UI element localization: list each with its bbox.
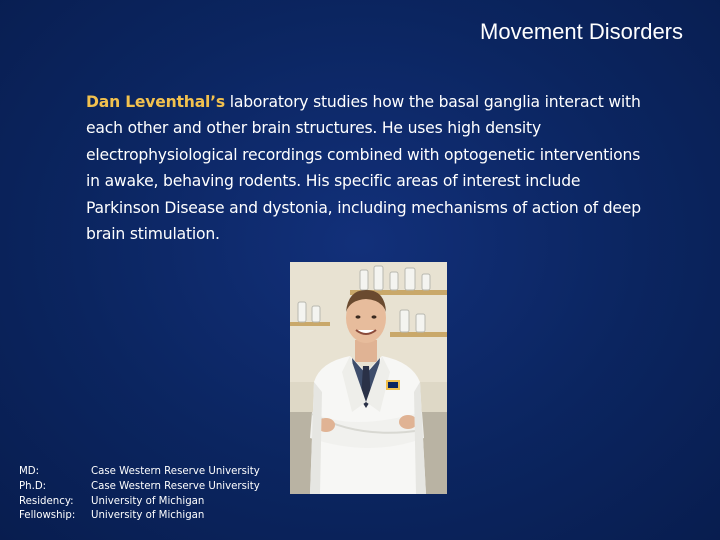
education-value: Case Western Reserve University	[91, 466, 260, 477]
bio-text: laboratory studies how the basal ganglia interact with each other and other brain structures. He uses high density electrophysiological recordings combined with optogenetic interventions in awake, behaving rodents. His specific areas of interest include Parkinson Disease and dystonia, including mechanisms of action of deep brain stimulation.	[86, 93, 641, 244]
education-list	[19, 465, 260, 524]
education-label: Ph.D:	[19, 480, 47, 492]
researcher-photo-illustration	[290, 262, 447, 494]
researcher-name: Dan Leventhal’s	[86, 93, 225, 111]
education-label: Residency:	[19, 495, 74, 507]
researcher-photo	[290, 262, 447, 494]
education-value: University of Michigan	[91, 495, 205, 507]
education-value: University of Michigan	[91, 510, 205, 522]
education-row-phd	[19, 480, 260, 495]
education-label: MD:	[19, 466, 40, 477]
education-row-residency	[19, 495, 260, 510]
education-row-md	[19, 465, 260, 480]
bio-paragraph	[86, 89, 646, 247]
education-label: Fellowship:	[19, 510, 76, 522]
education-value: Case Western Reserve University	[91, 480, 260, 492]
slide-title: Movement Disorders	[480, 19, 683, 44]
education-row-fellowship	[19, 509, 260, 524]
